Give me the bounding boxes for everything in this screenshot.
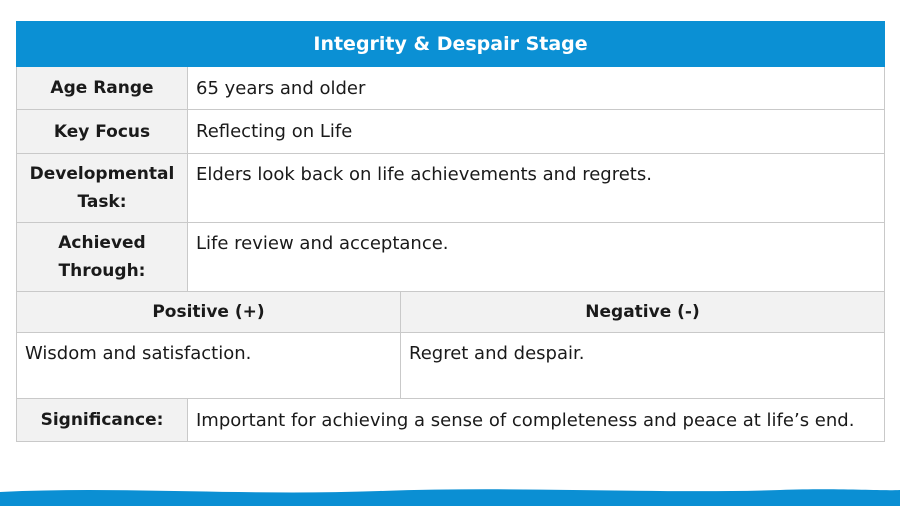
table-row [17, 154, 885, 223]
negative-header: Negative (-) [401, 292, 885, 333]
row-value-age-range: 65 years and older [188, 67, 885, 110]
row-label-achieved-through: Achieved Through: [17, 223, 188, 292]
positive-value: Wisdom and satisfaction. [17, 333, 401, 399]
row-label-key-focus: Key Focus [17, 110, 188, 154]
row-value-significance: Important for achieving a sense of completeness and peace at life’s end. [188, 399, 885, 442]
table-row [17, 223, 885, 292]
row-value-key-focus: Reflecting on Life [188, 110, 885, 154]
row-label-significance: Significance: [17, 399, 188, 442]
stage-table [16, 21, 885, 442]
comparison-header-row [17, 292, 885, 333]
table-title: Integrity & Despair Stage [17, 22, 885, 67]
row-value-developmental-task: Elders look back on life achievements and regrets. [188, 154, 885, 223]
table-row [17, 67, 885, 110]
table-row [17, 110, 885, 154]
comparison-value-row [17, 333, 885, 399]
row-value-achieved-through: Life review and acceptance. [188, 223, 885, 292]
table-row [17, 399, 885, 442]
row-label-developmental-task: Developmental Task: [17, 154, 188, 223]
positive-header: Positive (+) [17, 292, 401, 333]
row-label-age-range: Age Range [17, 67, 188, 110]
negative-value: Regret and despair. [401, 333, 885, 399]
wave-decoration [0, 482, 900, 506]
